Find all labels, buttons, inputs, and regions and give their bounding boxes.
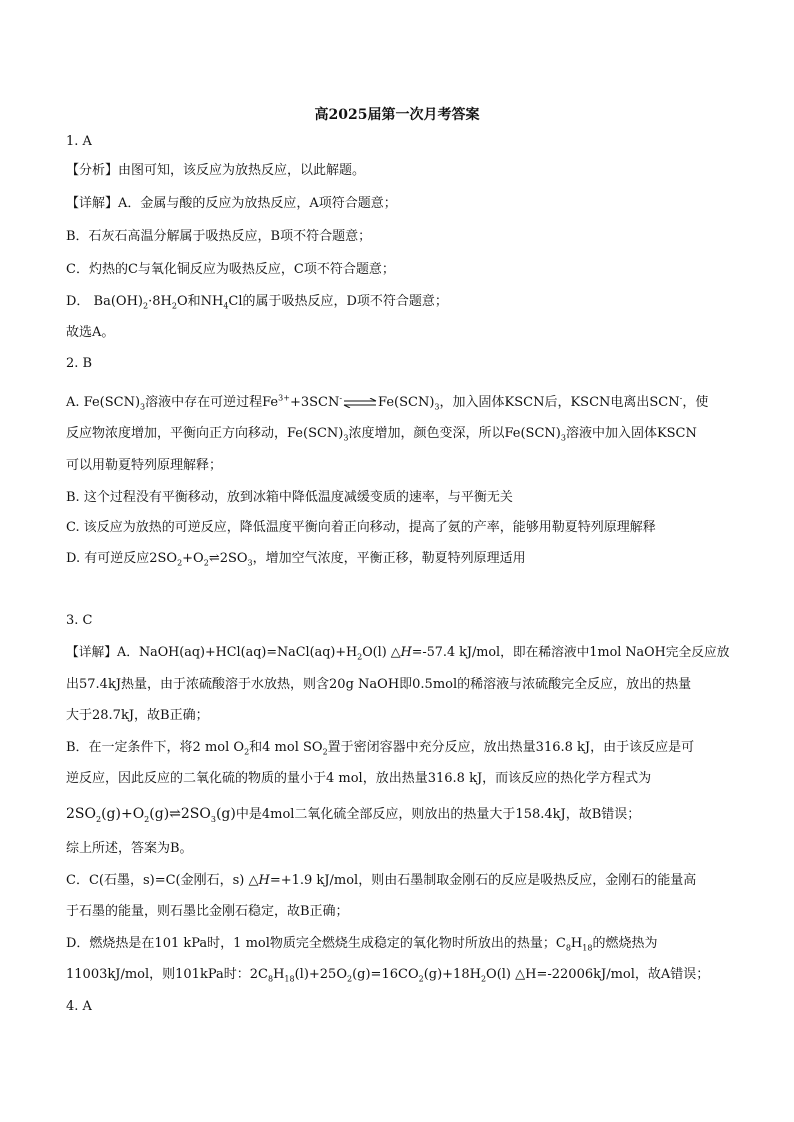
q3-option-b-line2: 逆反应，因此反应的二氧化硫的物质的量小于4 mol，放出热量316.8 kJ，而该反应的热化学方程式为 — [66, 771, 652, 786]
q2-option-a-line3: 可以用勒夏特列原理解释； — [66, 458, 223, 473]
q3-number: 3. C — [66, 613, 93, 628]
q2-option-c: C. 该反应为放热的可逆反应，降低温度平衡向着正向移动，提高了氨的产率，能够用勒夏特列原理解释 — [66, 520, 656, 535]
q4-number: 4. A — [66, 999, 92, 1014]
q3-detail-line2: 出57.4kJ热量，由于浓硫酸溶于水放热，则含20g NaOH即0.5mol的稀溶液与浓硫酸完全反应，放出的热量 — [66, 677, 692, 692]
q1-conclusion: 故选A。 — [66, 325, 115, 340]
q1-number: 1. A — [66, 134, 92, 149]
q3-option-c-line2: 于石墨的能量，则石墨比金刚石稳定，故B正确； — [66, 904, 349, 919]
q3-option-b-line1: B．在一定条件下，将2 mol $O_2$和4 mol $SO_2$置于密闭容器中充分反应，放出热量316.8 kJ，由于该反应是可 — [66, 740, 695, 757]
q2-option-a-line2: 反应物浓度增加，平衡向正方向移动，$Fe(SCN)_3$浓度增加，颜色变深，所以$Fe(SCN)_3$溶液中加入固体KSCN — [66, 426, 697, 443]
q3-option-c-line1: C．C(石墨，s)=C(金刚石，s) △H=+1.9 kJ/mol，则由石墨制取金刚石的反应是吸热反应，金刚石的能量高 — [66, 873, 697, 888]
q3-option-d-line1: D．燃烧热是在101 kPa时，1 mol物质完全燃烧生成稳定的氧化物时所放出的热量；$C_8H_{18}$的燃烧热为 — [66, 936, 658, 953]
q1-option-d: D． $Ba(OH)_2\cdot 8H_2O$和$NH_4Cl$的属于吸热反应，D项不符合题意； — [66, 294, 448, 311]
page-title: 高2025届第一次月考答案 — [314, 107, 480, 123]
q3-detail-line3: 大于28.7kJ，故B正确； — [66, 708, 209, 723]
q1-analysis: 【分析】由图可知，该反应为放热反应，以此解题。 — [66, 163, 366, 178]
q1-detail-a: 【详解】A．金属与酸的反应为放热反应，A项符合题意； — [66, 196, 397, 211]
q3-detail-line1: 【详解】A．$NaOH(aq)+HCl(aq)=NaCl(aq)+H_2O(l)$ △H=-57.4 kJ/mol，即在稀溶液中1mol NaOH完全反应放 — [66, 645, 730, 662]
q2-option-a-line1: A. $Fe(SCN)_3$溶液中存在可逆过程$Fe^{3+}+3SCN^-$ $Fe(SCN)_3$，加入固体KSCN后，KSCN电离出SCN-，使 — [66, 393, 709, 412]
q3-summary: 综上所述，答案为B。 — [66, 841, 193, 856]
q3-option-d-line2: 11003kJ/mol，则101kPa时：$2C_8H_{18}(l)+25O_2(g)=16CO_2(g)+18H_2O(l)$ △H=-22006kJ/mol，故A错误； — [66, 967, 710, 984]
q3-option-b-line3: $2SO_2(g)+O_2(g)\rightleftharpoons 2SO_3(g)$中是4mol二氧化硫全部反应，则放出的热量大于158.4kJ，故B错误； — [66, 806, 641, 824]
q2-option-b: B. 这个过程没有平衡移动，放到冰箱中降低温度减缓变质的速率，与平衡无关 — [66, 490, 513, 505]
equilibrium-arrow-icon — [343, 398, 377, 408]
q1-option-b: B．石灰石高温分解属于吸热反应，B项不符合题意； — [66, 229, 372, 244]
q2-number: 2. B — [66, 356, 93, 371]
q1-option-c: C．灼热的C与氧化铜反应为吸热反应，C项不符合题意； — [66, 262, 395, 277]
thermochemical-equation: $2SO_2(g)+O_2(g)\rightleftharpoons 2SO_3(g)$ — [66, 806, 236, 824]
q2-option-d: D. 有可逆反应$2SO_2+O_2\rightleftharpoons 2SO_3$，增加空气浓度，平衡正移，勒夏特列原理适用 — [66, 551, 526, 568]
